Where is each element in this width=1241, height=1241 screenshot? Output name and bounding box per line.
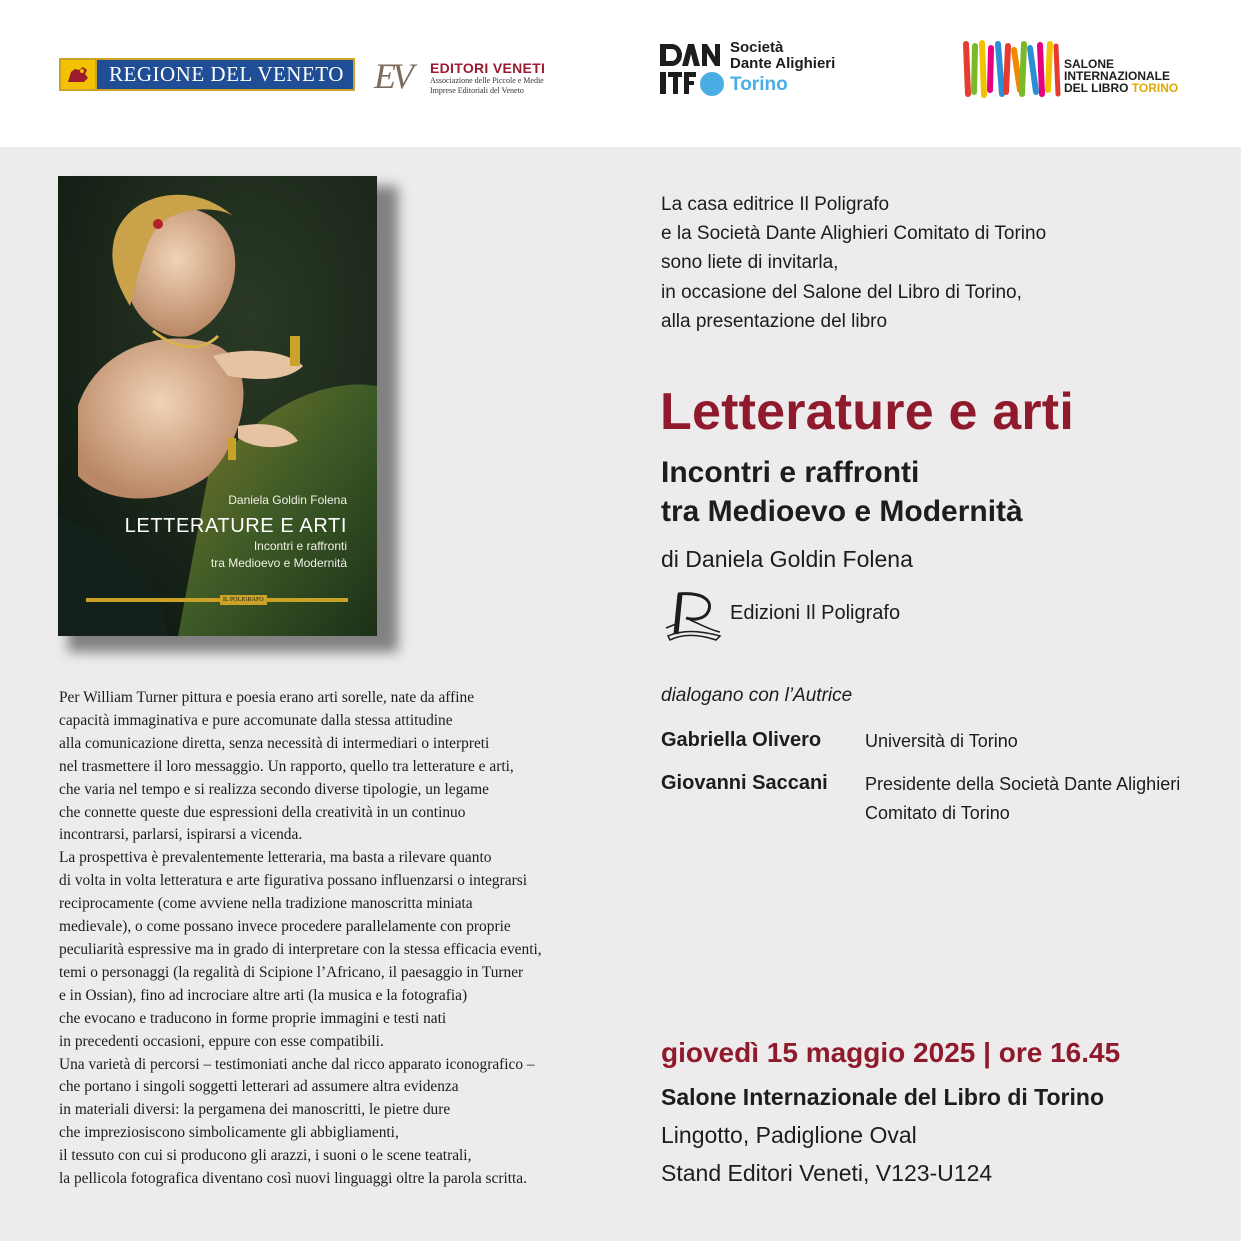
description-line: che impreziosiscono simbolicamente gli abbigliamenti, — [59, 1124, 399, 1142]
salone-line-3 — [1064, 82, 1178, 94]
book-byline: di Daniela Goldin Folena — [661, 546, 913, 572]
regione-veneto-logo — [59, 58, 355, 91]
cover-publisher: IL POLIGRAFO — [220, 595, 267, 605]
book-cover — [58, 176, 377, 636]
description-line: La prospettiva è prevalentemente letteraria, ma basta a rilevare quanto — [59, 849, 492, 867]
salone-line-3a: DEL LIBRO — [1064, 81, 1129, 95]
book-description — [59, 687, 639, 1191]
regione-text: REGIONE DEL VENETO — [109, 62, 344, 86]
salone-line-2: INTERNAZIONALE — [1064, 69, 1170, 83]
editori-veneti-icon: EV — [374, 56, 410, 96]
subtitle-line-1: Incontri e raffronti — [661, 456, 920, 489]
description-line: nel trasmettere il loro messaggio. Un rapporto, quello tra letterature e arti, — [59, 757, 514, 775]
speaker-name: Gabriella Olivero — [661, 729, 822, 751]
intro-line: La casa editrice Il Poligrafo — [661, 194, 890, 215]
intro-line: e la Società Dante Alighieri Comitato di Torino — [661, 223, 1047, 245]
description-line: che connette queste due espressioni della creatività in un continuo — [59, 803, 466, 821]
cover-subtitle-1: Incontri e raffronti — [253, 539, 347, 553]
cover-title: LETTERATURE E ARTI — [124, 515, 347, 537]
dante-logo-icon — [660, 42, 724, 98]
description-line: e in Ossian), fino ad incrociare altre arti (la musica e la fotografia) — [59, 986, 468, 1004]
description-line: in precedenti occasioni, eppure con esse compatibili. — [59, 1032, 384, 1050]
intro-line: alla presentazione del libro — [661, 310, 888, 332]
description-line: medievale), o come possano invece procedere parallelamente con proprie — [59, 918, 511, 936]
dialogue-label: dialogano con l’Autrice — [661, 685, 853, 706]
book-subtitle — [661, 453, 1023, 531]
event-date: giovedì 15 maggio 2025 | ore 16.45 — [661, 1037, 1121, 1068]
description-line: incontrarsi, parlarsi, ispirarsi a vicenda. — [59, 826, 303, 844]
description-line: la pellicola fotografica diventano così nuovi linguaggi oltre la parola scritta. — [59, 1170, 527, 1188]
description-line: in materiali diversi: la pergamena dei manoscritti, le pietre dure — [59, 1101, 451, 1119]
dante-line-3: Torino — [730, 74, 788, 95]
speaker-name: Giovanni Saccani — [661, 772, 828, 794]
description-line: che varia nel tempo e si realizza secondo diverse tipologie, un legame — [59, 780, 489, 798]
salone-line-3b: TORINO — [1131, 81, 1179, 95]
book-title: Letterature e arti — [660, 383, 1074, 441]
dante-line-2: Dante Alighieri — [730, 55, 836, 72]
publisher-name: Edizioni Il Poligrafo — [730, 602, 901, 624]
salone-logo-icon — [962, 40, 1062, 98]
dante-line-1: Società — [730, 39, 784, 56]
intro-line: in occasione del Salone del Libro di Torino, — [661, 281, 1022, 303]
speaker-role: Presidente della Società Dante Alighieri — [865, 774, 1181, 794]
cover-bar — [86, 598, 348, 602]
description-line: peculiarità espressive ma in grado di interpretare con la stessa efficacia eventi, — [59, 940, 542, 958]
description-line: che portano i singoli soggetti letterari ad assumere altra evidenza — [59, 1078, 459, 1096]
description-line: reciprocamente (come avviene nella tradizione manoscritta miniata — [59, 895, 473, 913]
event-venue: Salone Internazionale del Libro di Torino — [661, 1084, 1104, 1110]
editori-veneti-title: EDITORI VENETI — [430, 60, 546, 76]
invitation-intro — [661, 190, 1046, 336]
salone-line-1: SALONE — [1064, 57, 1115, 71]
cover-author: Daniela Goldin Folena — [228, 493, 347, 507]
event-place-1: Lingotto, Padiglione Oval — [661, 1122, 917, 1148]
description-line: capacità immaginativa e pure accomunate dalla stessa attitudine — [59, 711, 453, 729]
description-line: di volta in volta letteratura e arte figurativa possano influenzarsi o integrarsi — [59, 872, 527, 890]
description-line: Una varietà di percorsi – testimoniati anche dal ricco apparato iconografico – — [59, 1055, 535, 1073]
cover-subtitle-2: tra Medioevo e Modernità — [210, 556, 347, 570]
description-line: alla comunicazione diretta, senza necessità di intermediari o interpreti — [59, 734, 490, 752]
lion-icon — [61, 60, 97, 89]
description-line: temi o personaggi (la regalità di Scipione l’Africano, il paesaggio in Turner — [59, 963, 524, 981]
intro-line: sono liete di invitarla, — [661, 252, 839, 274]
description-line: Per William Turner pittura e poesia erano arti sorelle, nate da affine — [59, 689, 475, 706]
event-place-2: Stand Editori Veneti, V123-U124 — [661, 1160, 993, 1186]
subtitle-line-2: tra Medioevo e Modernità — [661, 495, 1023, 528]
description-line: che evocano e traducono in forme proprie immagini e testi nati — [59, 1009, 447, 1027]
editori-veneti-subtitle: Associazione delle Piccole e Medie Imprese Editoriali del Veneto — [430, 76, 544, 95]
speaker-role-2: Comitato di Torino — [865, 803, 1010, 823]
poligrafo-logo-icon — [662, 590, 724, 644]
description-line: il tessuto con cui si producono gli arazzi, i suoni o le scene teatrali, — [59, 1147, 472, 1165]
speaker-role: Università di Torino — [865, 731, 1018, 751]
